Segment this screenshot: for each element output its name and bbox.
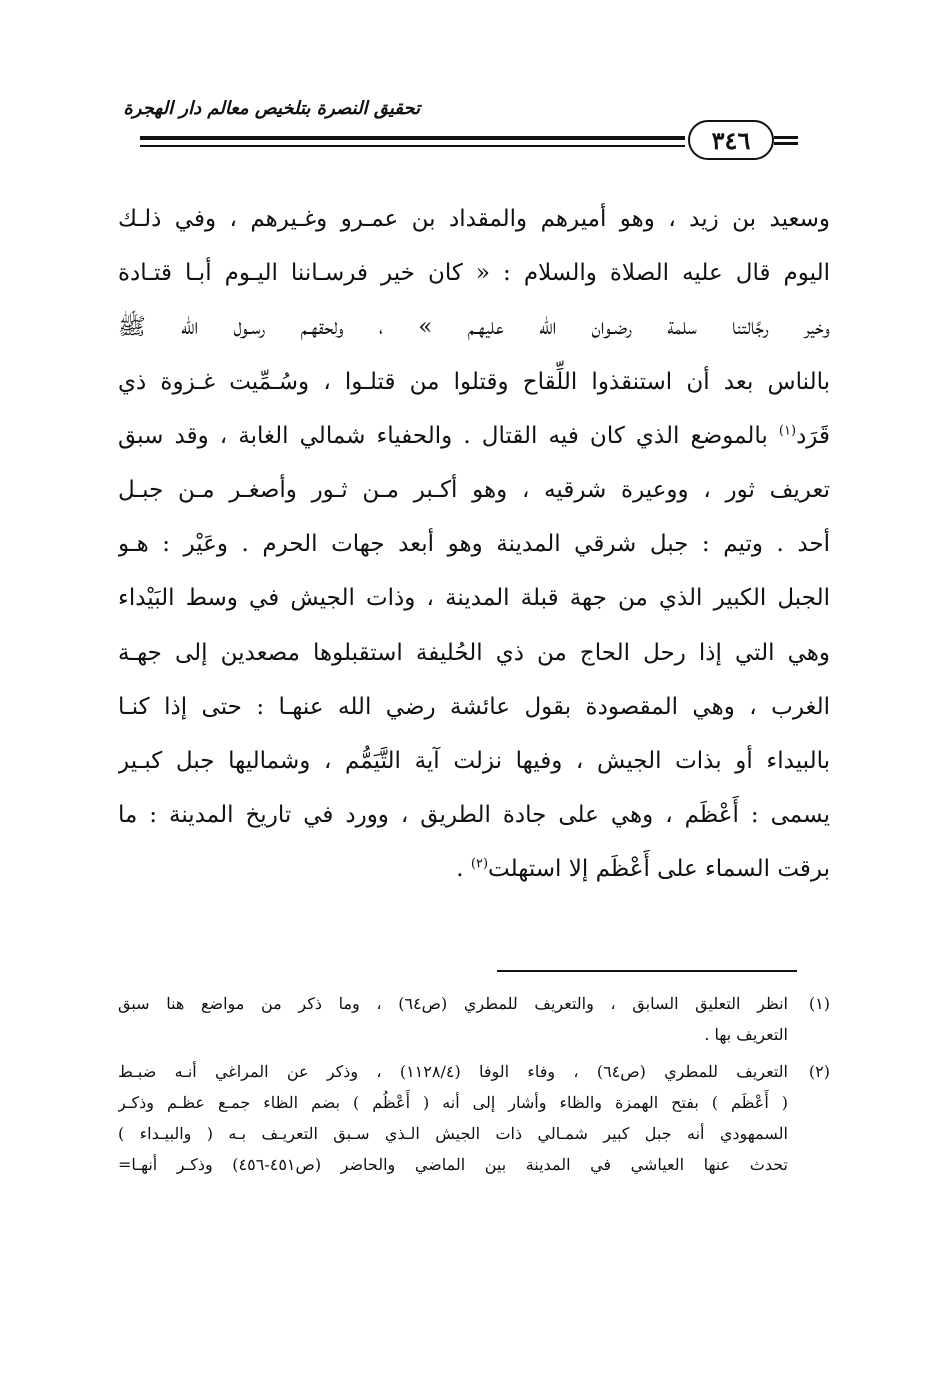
text-line: الجبل الكبير الذي من جهة قبلة المدينة ، وذات الجيش في وسط البَيْداء <box>118 585 830 612</box>
footnote-number: (١) <box>808 994 830 1013</box>
footnote-ref-1[interactable]: (١) <box>778 423 797 439</box>
text-line: وهي التي إذا رحل الحاج من ذي الحُليفة استقبلوها مصعدين إلى جهـة <box>118 639 830 666</box>
text-line: يسمى : أَعْظَم ، وهي على جادة الطريق ، وورد في تاريخ المدينة : ما <box>118 802 830 829</box>
running-title: تحقيق النصرة بتلخيص معالم دار الهجرة <box>123 98 420 119</box>
text-line: اليوم قال عليه الصلاة والسلام : « كان خير فرسـاننا اليـوم أبـا قتـادة <box>118 260 830 287</box>
footnote-line: السمهودي أنه جبل كبير شمـالي ذات الجيش الـذي سـبق التعريـف بـه ( والبيـداء ) <box>118 1124 788 1143</box>
text-line: بالبيداء أو بذات الجيش ، وفيها نزلت آية التَّيَمُّم ، وشماليها جبل كبـير <box>118 748 830 775</box>
text-line: بالناس بعد أن استنقذوا اللِّقاح وقتلوا من قتلـوا ، وسُـمِّيت غـزوة ذي <box>118 368 830 395</box>
page-number-text: ٣٤٦ <box>711 125 751 155</box>
footnote-body <box>118 988 788 1050</box>
footnote-1 <box>118 988 830 1050</box>
footnote-ref-2[interactable]: (٢) <box>470 856 489 872</box>
text-line: وخير رجَّالتنا سلمة رضـوان الله عليهـم » ، ولحقهـم رسـول الله ﷺ <box>118 314 830 341</box>
text-fragment: بالموضع الذي كان فيه القتال . والحفياء شمالي الغابة ، وقد سبق <box>118 422 779 449</box>
text-line <box>118 842 830 896</box>
footnote-line: ( أَعْظَم ) بفتح الهمزة والظاء وأشار إلى أنه ( أَعْظُم ) بضم الظاء جمـع عظـم وذكـر <box>118 1093 788 1112</box>
page-number <box>688 120 774 160</box>
main-text <box>118 192 830 897</box>
footnote-body <box>118 1056 788 1180</box>
text-line: وسعيد بن زيد ، وهو أميرهم والمقداد بن عمـرو وغـيرهم ، وفي ذلـك <box>118 206 830 232</box>
footnotes <box>118 988 830 1186</box>
text-fragment: . <box>456 856 471 883</box>
text-line: تعريف ثور ، ووعيرة شرقيه ، وهو أكـبر مـن ثـور وأصغـر مـن جبـل <box>118 477 830 504</box>
footnote-line: التعريف للمطري (ص٦٤) ، وفاء الوفا (١١٢٨/٤) ، وذكر عن المراغي أنـه ضبـط <box>118 1062 788 1081</box>
text-line: أحد . وتيم : جبل شرقي المدينة وهو أبعد جهات الحرم . وعَيْر : هـو <box>118 531 830 558</box>
footnote-line: انظر التعليق السابق ، والتعريف للمطري (ص٦٤) ، وما ذكر من مواضع هنا سبق <box>118 994 788 1013</box>
footnote-line: تحدث عنها العياشي في المدينة بين الماضي والحاضر (ص٤٥١-٤٥٦) وذكـر أنهـا= <box>118 1155 788 1174</box>
footnote-divider <box>497 970 797 972</box>
header-rule-thick <box>140 136 685 140</box>
text-line: الغرب ، وهي المقصودة بقول عائشة رضي الله عنهـا : حتى إذا كنـا <box>118 693 830 720</box>
text-fragment: قَرَد <box>796 422 830 449</box>
footnote-number: (٢) <box>808 1062 830 1081</box>
text-fragment: برقت السماء على أَعْظَم إلا استهلت <box>488 856 830 883</box>
text-line <box>118 409 830 463</box>
header-rule-thin <box>140 145 685 147</box>
footnote-line: التعريف بها . <box>704 1025 788 1044</box>
page-number-ornament <box>774 136 798 146</box>
footnote-2 <box>118 1056 830 1180</box>
